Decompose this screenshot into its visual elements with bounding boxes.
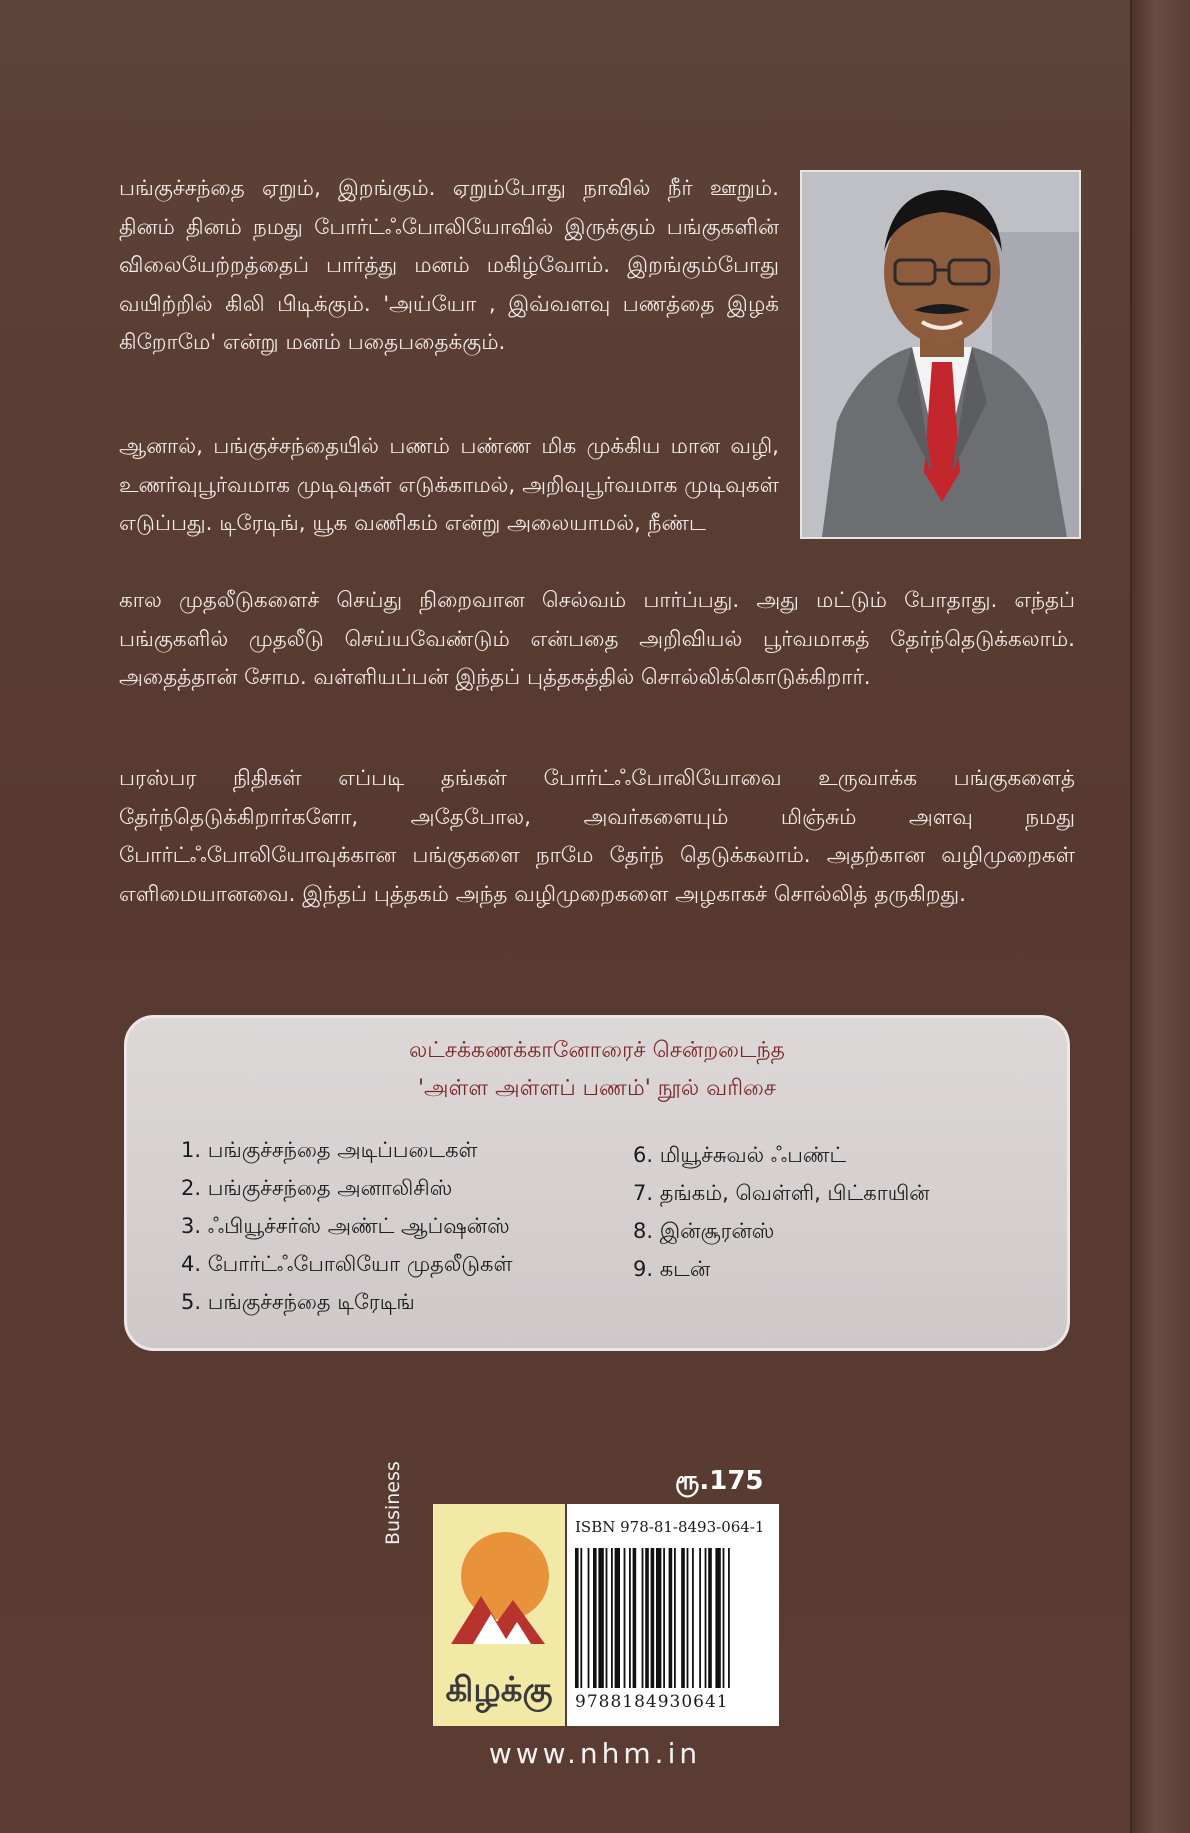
publisher-logo — [433, 1504, 565, 1726]
book-series-box — [124, 1015, 1070, 1351]
blurb-paragraph-3: பரஸ்பர நிதிகள் எப்படி தங்கள் போர்ட்ஃபோலியோவை உருவாக்க பங்குகளைத் தேர்ந்தெடுக்கிறார்களோ, அதேபோல, அவர்களையும் மிஞ்சும் அளவு நமது போர்ட்ஃபோலியோவுக்கான பங்குகளை நாமே தேர்ந் தெடுக்கலாம். அதற்கான வழிமுறைகள் எளிமையானவை. இந்தப் புத்தகம் அந்த வழிமுறைகளை அழகாகச் சொல்லித் தருகிறது. — [119, 766, 1075, 907]
blurb-paragraph-2-end: கால முதலீடுகளைச் செய்து நிறைவான செல்வம் பார்ப்பது. அது மட்டும் போதாது. எந்தப் பங்குகளில் முதலீடு செய்யவேண்டும் என்பதை அறிவியல் பூர்வமாகத் தேர்ந்தெடுக்கலாம். அதைத்தான் சோம. வள்ளியப்பன் இந்தப் புத்தகத்தில் சொல்லிக்கொடுக்கிறார். — [119, 588, 1075, 690]
publisher-logo-text: கிழக்கு — [445, 1670, 553, 1710]
cover-edge — [1130, 0, 1190, 1833]
barcode-number: 9788184930641 — [575, 1692, 729, 1712]
price-label: ரூ.175 — [675, 1466, 764, 1496]
website-url: www.nhm.in — [488, 1737, 702, 1770]
series-heading-line-1: லட்சக்கணக்கானோரைச் சென்றடைந்த — [409, 1038, 785, 1063]
blurb-paragraph-2-start: ஆனால், பங்குச்சந்தையில் பணம் பண்ண மிக முக்கிய மான வழி, உணர்வுபூர்வமாக முடிவுகள் எடுக்காமல், அறிவுபூர்வமாக முடிவுகள் எடுப்பது. டிரேடிங், யூக வணிகம் என்று அலையாமல், நீண்ட — [119, 434, 779, 536]
series-item: 3. ஃபியூச்சர்ஸ் அண்ட் ஆப்ஷன்ஸ் — [181, 1214, 510, 1238]
series-list-left — [181, 1131, 512, 1321]
blurb-paragraph-1: பங்குச்சந்தை ஏறும், இறங்கும். ஏறும்போது நாவில் நீர் ஊறும். தினம் தினம் நமது போர்ட்ஃபோலியோவில் இருக்கும் பங்குகளின் விலையேற்றத்தைப் பார்த்து மனம் மகிழ்வோம். இறங்கும்போது வயிற்றில் கிலி பிடிக்கும். 'அய்யோ , இவ்வளவு பணத்தை இழக் கிறோமே' என்று மனம் பதைபதைக்கும். — [119, 176, 779, 355]
series-list-right — [633, 1136, 930, 1288]
barcode-icon — [575, 1548, 771, 1688]
author-photo — [800, 170, 1081, 539]
series-item: 6. மியூச்சுவல் ஃபண்ட் — [633, 1143, 847, 1167]
series-item: 4. போர்ட்ஃபோலியோ முதலீடுகள் — [181, 1252, 513, 1276]
series-item: 1. பங்குச்சந்தை அடிப்படைகள் — [181, 1138, 478, 1162]
series-item: 5. பங்குச்சந்தை டிரேடிங் — [181, 1290, 415, 1314]
series-item: 9. கடன் — [633, 1257, 711, 1281]
sun-mountain-icon — [433, 1504, 565, 1674]
category-label: Business — [382, 1461, 404, 1545]
series-item: 2. பங்குச்சந்தை அனாலிசிஸ் — [181, 1176, 453, 1200]
series-heading-line-2: 'அள்ள அள்ளப் பணம்' நூல் வரிசை — [417, 1076, 777, 1101]
author-portrait-image — [802, 172, 1079, 537]
series-item: 7. தங்கம், வெள்ளி, பிட்காயின் — [633, 1181, 930, 1205]
series-item: 8. இன்சூரன்ஸ் — [633, 1219, 775, 1243]
isbn-text: ISBN 978-81-8493-064-1 — [575, 1518, 765, 1536]
barcode-panel — [567, 1504, 779, 1726]
